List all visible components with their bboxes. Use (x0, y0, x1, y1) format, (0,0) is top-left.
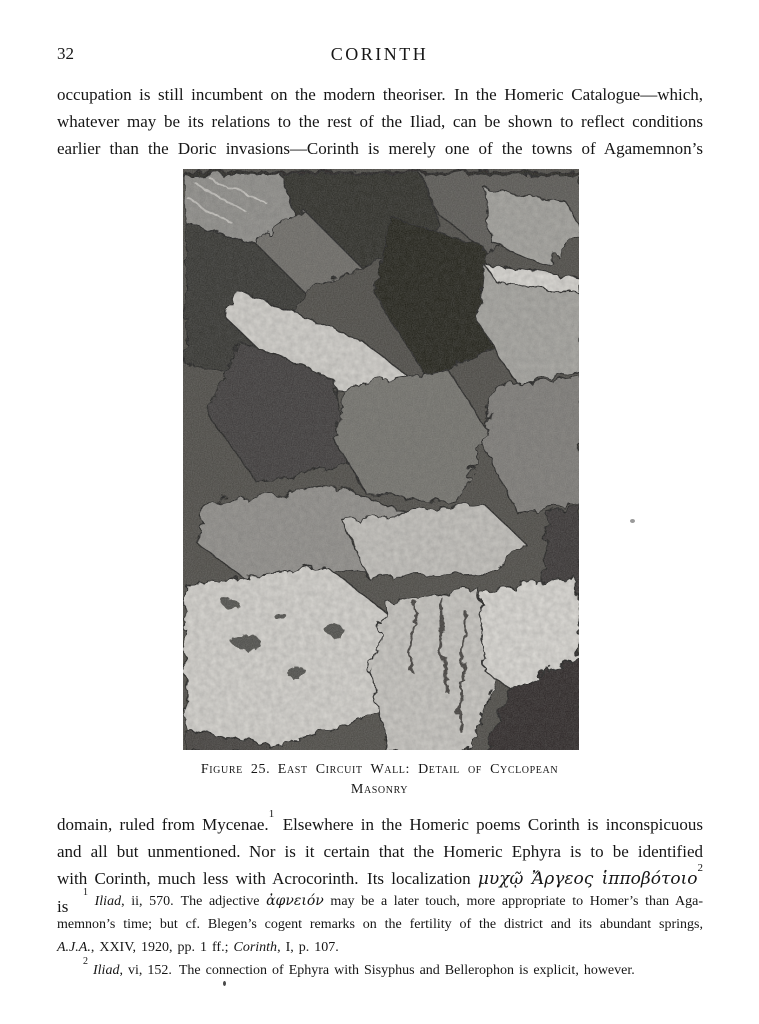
body-paragraph-top (57, 81, 703, 162)
footnote-text-segment: , vi, 152. The connection of Ephyra with Sisyphus and Bellerophon is explicit, however. (119, 963, 635, 978)
body-text-segment: with Corinth, much less with Acrocorinth. Its localization (57, 869, 478, 888)
footnote-2-marker: 2 (83, 956, 88, 968)
body-text-line: earlier than the Doric invasions—Corinth is merely one of the towns of Agamemnon’s (57, 139, 703, 158)
work-title: Iliad (93, 963, 120, 978)
masonry-photo-illustration (183, 169, 579, 750)
greek-quotation: μυχῷ Ἄργεος ἱπποβότοιο (477, 869, 698, 889)
page-number: 32 (57, 44, 74, 63)
footnotes-block (57, 887, 703, 982)
footnote-reference-2: 2 (697, 862, 703, 875)
scan-artifact-speck (630, 519, 635, 523)
figure-photo (183, 169, 579, 750)
footnote-1-line2: memnon’s time; but cf. Blegen’s cogent remarks on the fertility of the district and its abundant springs, (57, 917, 703, 932)
footnote-text-segment: , XXIV, 1920, pp. 1 ff.; (90, 940, 234, 955)
body-text-segment: is (57, 897, 69, 916)
footnote-2-line1 (57, 956, 703, 982)
footnote-text-segment: , ii, 570. The adjective (121, 894, 267, 909)
footnote-1-line3 (57, 936, 703, 959)
running-head-title: CORINTH (330, 44, 429, 64)
footnote-text-segment: may be a later touch, more appropriate to Homer’s than Aga- (323, 894, 703, 909)
greek-word: ἀφνειόν (266, 893, 324, 909)
journal-title: A.J.A. (57, 940, 91, 955)
footnote-reference-1: 1 (268, 808, 275, 821)
body-text-line: whatever may be its relations to the rest of the Iliad, can be shown to reflect conditions (57, 112, 703, 131)
footnote-1-marker: 1 (83, 887, 88, 899)
figure-caption-line1: Figure 25. East Circuit Wall: Detail of Cyclopean (200, 762, 559, 777)
footnote-1-line1 (57, 887, 703, 913)
body-text-line: and all but unmentioned. Nor is it certain that the Homeric Ephyra is to be identified (57, 842, 703, 861)
body-text-line (57, 808, 704, 838)
work-title: Iliad (94, 894, 122, 909)
body-text-segment: Elsewhere in the Homeric poems Corinth is inconspicuous (274, 815, 704, 834)
figure-caption (0, 760, 759, 800)
footnote-text-segment: , I, p. 107. (277, 940, 339, 955)
figure-caption-line2: Masonry (350, 782, 409, 797)
body-text-segment: domain, ruled from Mycenae. (57, 815, 269, 834)
scan-artifact-speck (223, 981, 226, 986)
work-title: Corinth (233, 940, 278, 955)
body-text-line: occupation is still incumbent on the modern theoriser. In the Homeric Catalogue—which, (57, 85, 703, 104)
